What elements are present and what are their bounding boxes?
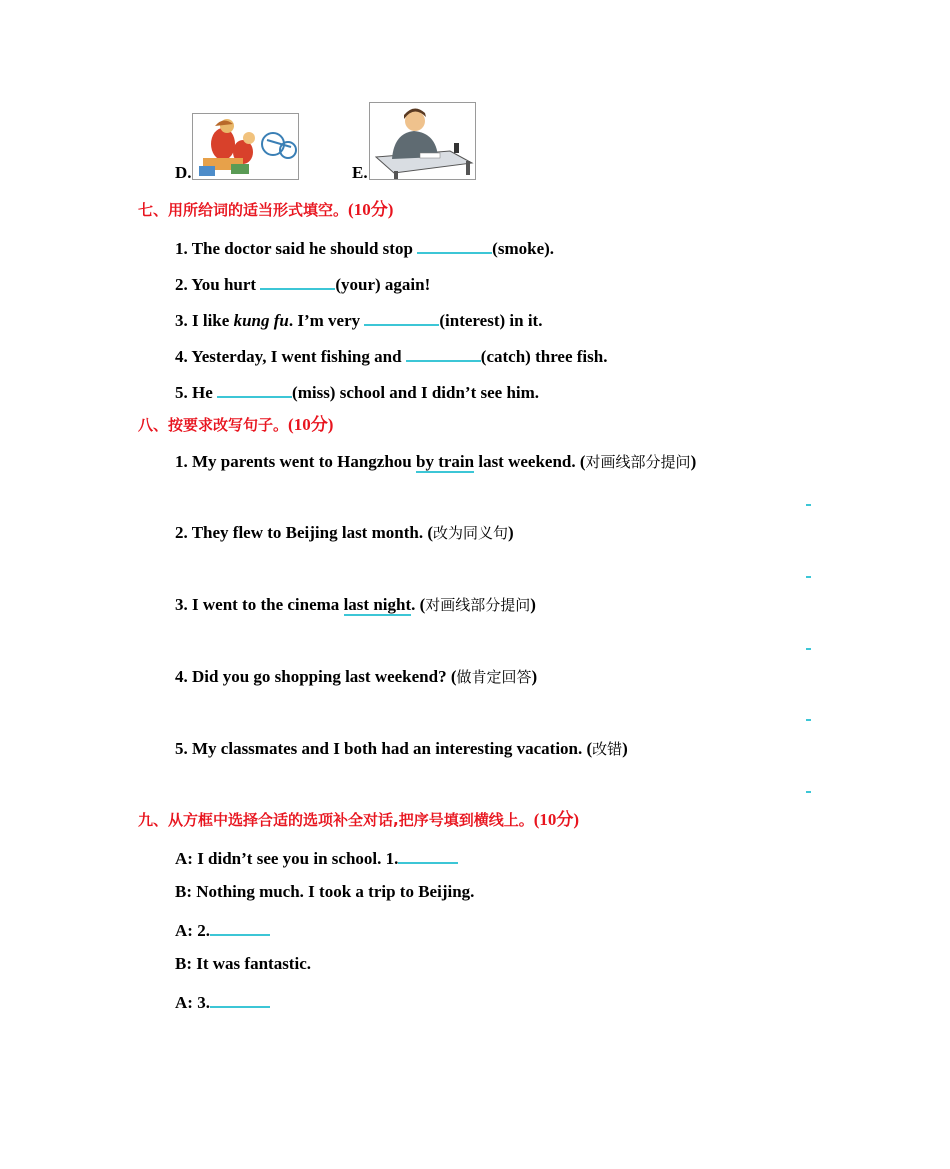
s8-q2-instruction: 改为同义句 <box>433 524 509 542</box>
s8-q3-underlined: last night <box>343 595 412 614</box>
s8-q4-close: ) <box>531 667 538 686</box>
section-7-number: 七、 <box>138 201 169 219</box>
section-9-instruction: 从方框中选择合适的选项补全对话,把序号填到横线上。 <box>168 811 534 829</box>
s7-question-4 <box>175 344 607 367</box>
s7-q3-hint: (interest) in it. <box>439 311 543 330</box>
s8-q5-instruction: 改错 <box>592 740 623 758</box>
option-e-label: E. <box>352 163 368 182</box>
s8-answer-line-1[interactable] <box>806 504 811 506</box>
s7-q4-text: 4. Yesterday, I went fishing and <box>175 347 406 366</box>
s7-q4-hint: (catch) three fish. <box>480 347 608 366</box>
section-9-score: (10分) <box>533 810 580 829</box>
s8-q1-instruction: 对画线部分提问 <box>585 453 691 471</box>
s7-q5-text: 5. He <box>175 383 218 402</box>
s7-q1-blank[interactable] <box>417 236 492 254</box>
section-7-title <box>138 200 393 220</box>
s8-question-5 <box>175 739 628 759</box>
s7-q3-italic-term: kung fu <box>233 311 289 330</box>
section-7-score: (10分) <box>348 200 394 219</box>
section-8-title <box>138 415 333 435</box>
s8-q1-text-end: last weekend. ( <box>474 452 586 471</box>
s7-q2-blank[interactable] <box>260 272 335 290</box>
section-9-number: 九、 <box>138 811 169 829</box>
dialogue-line-2-text: B: Nothing much. I took a trip to Beijing. <box>175 882 475 901</box>
s8-q3-text-end: . ( <box>411 595 426 614</box>
s8-question-3 <box>175 595 536 615</box>
section-8-number: 八、 <box>138 416 169 434</box>
section-8-instruction: 按要求改写句子。 <box>168 416 289 434</box>
s7-q5-hint: (miss) school and I didn’t see him. <box>292 383 540 402</box>
s8-answer-line-4[interactable] <box>806 719 811 721</box>
s8-answer-line-2[interactable] <box>806 576 811 578</box>
picture-e-man-at-desk <box>369 102 476 180</box>
s8-q3-close: ) <box>530 595 536 614</box>
dialogue-line-2 <box>175 882 474 902</box>
s8-question-4 <box>175 667 537 687</box>
s8-q2-close: ) <box>508 523 514 542</box>
man-writing-illustration <box>370 103 475 179</box>
s7-q2-text: 2. You hurt <box>175 275 261 294</box>
s7-question-3 <box>175 308 542 331</box>
s8-q5-text: 5. My classmates and I both had an interesting vacation. ( <box>175 739 593 758</box>
dialogue-line-5-text: A: 3. <box>175 993 210 1012</box>
s8-q1-close: ) <box>690 452 697 471</box>
s7-question-1 <box>175 236 554 259</box>
section-8-score: (10分) <box>288 415 334 434</box>
s8-q5-close: ) <box>622 739 628 758</box>
s8-q2-text: 2. They flew to Beijing last month. ( <box>175 523 433 542</box>
s8-q4-text: 4. Did you go shopping last weekend? ( <box>175 667 457 686</box>
s8-q4-instruction: 做肯定回答 <box>456 668 532 686</box>
dialogue-line-3 <box>175 918 270 941</box>
dialogue-blank-2[interactable] <box>210 918 270 936</box>
dialogue-blank-3[interactable] <box>210 990 270 1008</box>
s8-q3-instruction: 对画线部分提问 <box>425 596 531 614</box>
s7-question-5 <box>175 380 539 403</box>
s7-q2-hint: (your) again! <box>335 275 431 294</box>
s8-q1-underlined: by train <box>416 452 475 471</box>
dialogue-line-4 <box>175 954 311 974</box>
s7-q3-text-start: 3. I like <box>175 311 234 330</box>
picture-d-bike-accident <box>192 113 299 180</box>
dialogue-line-3-text: A: 2. <box>175 921 210 940</box>
s7-q3-blank[interactable] <box>364 308 439 326</box>
option-d-label: D. <box>175 163 192 182</box>
s8-q3-text: 3. I went to the cinema <box>175 595 344 614</box>
s7-q4-blank[interactable] <box>406 344 481 362</box>
s8-q1-text: 1. My parents went to Hangzhou <box>175 452 416 471</box>
s8-question-1 <box>175 452 696 472</box>
section-9-title <box>138 810 579 830</box>
s7-q3-text: . I’m very <box>288 311 365 330</box>
dialogue-line-1 <box>175 846 458 869</box>
s7-q1-text: 1. The doctor said he should stop <box>175 239 418 258</box>
s8-answer-line-3[interactable] <box>806 648 811 650</box>
dialogue-blank-1[interactable] <box>398 846 458 864</box>
s8-question-2 <box>175 523 514 543</box>
section-7-instruction: 用所给词的适当形式填空。 <box>168 201 349 219</box>
bike-accident-illustration <box>193 114 298 179</box>
dialogue-line-5 <box>175 990 270 1013</box>
dialogue-line-1-text: A: I didn’t see you in school. 1. <box>175 849 399 868</box>
dialogue-line-4-text: B: It was fantastic. <box>175 954 311 973</box>
s7-q1-hint: (smoke). <box>492 239 555 258</box>
s7-q5-blank[interactable] <box>217 380 292 398</box>
s7-question-2 <box>175 272 430 295</box>
s8-answer-line-5[interactable] <box>806 791 811 793</box>
